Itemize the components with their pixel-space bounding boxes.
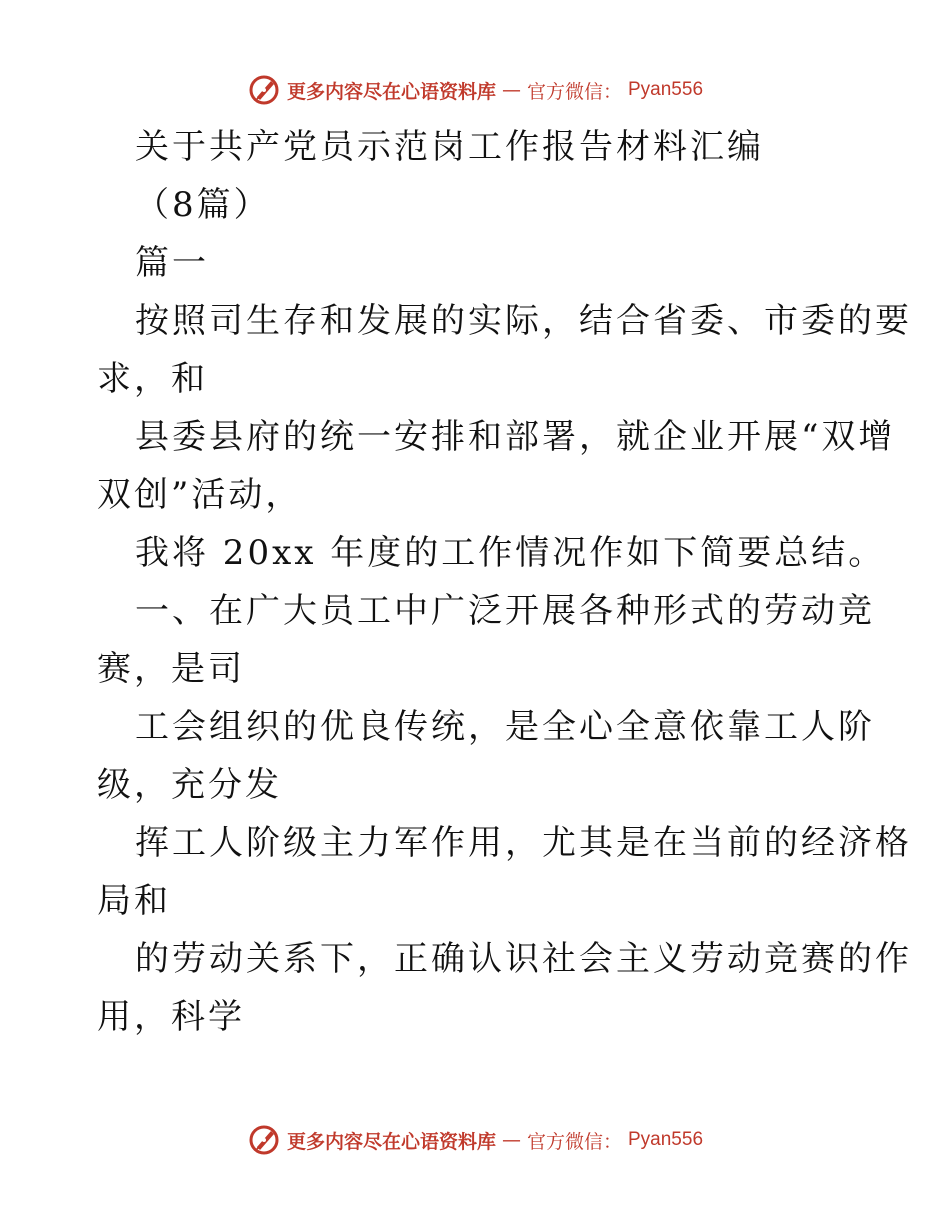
paragraph-line: 赛，是司 <box>97 649 245 689</box>
header-banner-separator: — <box>501 79 521 101</box>
footer-wechat-id: Pyan556 <box>628 1129 704 1150</box>
paragraph-line: 用，科学 <box>97 997 245 1037</box>
section-heading: 篇一 <box>135 243 209 283</box>
paragraph-line: 一、在广大员工中广泛开展各种形式的劳动竞 <box>135 591 875 631</box>
paragraph-line: 工会组织的优良传统，是全心全意依靠工人阶 <box>135 707 875 747</box>
document-subtitle: （8篇） <box>135 185 271 225</box>
footer-banner-content <box>247 1123 703 1157</box>
paragraph-line: 级，充分发 <box>97 765 282 805</box>
paragraph-line: 挥工人阶级主力军作用，尤其是在当前的经济格 <box>135 823 912 863</box>
paragraph-line: 我将 20xx 年度的工作情况作如下简要总结。 <box>135 533 886 573</box>
pen-logo-icon <box>247 1123 281 1157</box>
header-wechat-label: 官方微信： <box>526 80 622 103</box>
header-banner-text: 更多内容尽在心语资料库 <box>286 80 496 103</box>
footer-banner-text: 更多内容尽在心语资料库 <box>286 1130 496 1153</box>
header-banner-content <box>247 73 703 107</box>
paragraph-line: 双创”活动， <box>97 475 303 515</box>
paragraph-line: 按照司生存和发展的实际，结合省委、市委的要 <box>135 301 912 341</box>
footer-wechat-label: 官方微信： <box>526 1130 622 1153</box>
document-body <box>97 118 912 1046</box>
footer-banner <box>0 1120 950 1160</box>
footer-banner-separator: — <box>501 1129 521 1151</box>
paragraph-line: 的劳动关系下，正确认识社会主义劳动竞赛的作 <box>135 939 912 979</box>
paragraph-line: 求，和 <box>97 359 208 399</box>
header-wechat-id: Pyan556 <box>628 79 704 100</box>
header-banner <box>0 70 950 110</box>
pen-logo-icon <box>247 73 281 107</box>
document-title: 关于共产党员示范岗工作报告材料汇编 <box>135 127 764 167</box>
paragraph-line: 县委县府的统一安排和部署，就企业开展“双增 <box>135 417 896 457</box>
paragraph-line: 局和 <box>97 881 171 921</box>
